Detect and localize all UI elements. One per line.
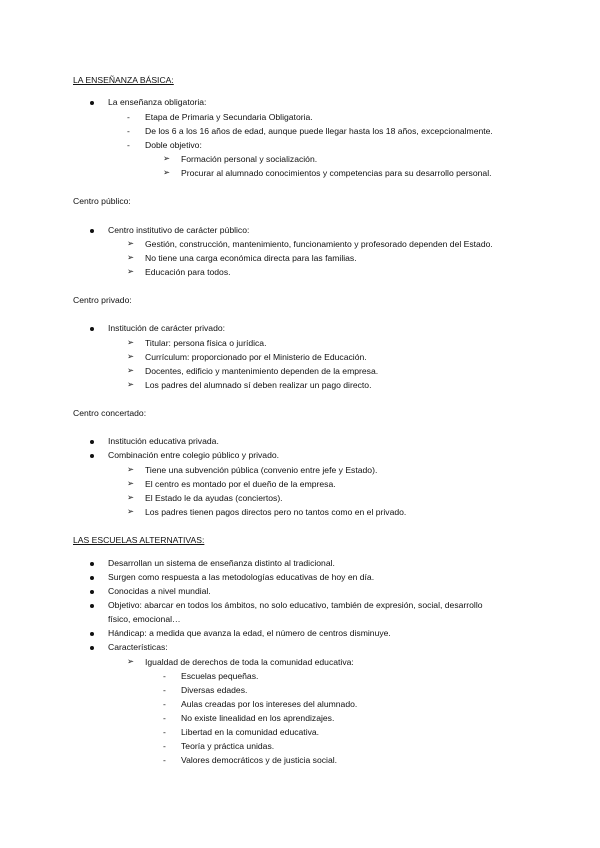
- arrow-bullet-icon: [127, 493, 134, 502]
- dash-icon: [127, 127, 130, 136]
- arrow-bullet-icon: [127, 338, 134, 347]
- centro-publico-intro: Centro institutivo de carácter público:: [108, 225, 250, 235]
- escuelas-bullet: Conocidas a nivel mundial.: [108, 586, 211, 596]
- dash-icon: [163, 756, 166, 765]
- dash-icon: [163, 672, 166, 681]
- arrow-bullet-icon: [127, 239, 134, 248]
- arrow-bullet-icon: [127, 465, 134, 474]
- heading-centro-concertado: Centro concertado:: [73, 408, 147, 418]
- ensenanza-item: Etapa de Primaria y Secundaria Obligatoria.: [145, 112, 313, 122]
- centro-concertado-bullet: Institución educativa privada.: [108, 436, 219, 446]
- centro-concertado-item: El Estado le da ayudas (conciertos).: [145, 493, 283, 503]
- ensenanza-intro: La enseñanza obligatoria:: [108, 97, 207, 107]
- arrow-bullet-icon: [127, 366, 134, 375]
- arrow-bullet-icon: [127, 253, 134, 262]
- dash-icon: [163, 742, 166, 751]
- centro-concertado-bullet: Combinación entre colegio público y privado.: [108, 450, 280, 460]
- caracteristica-item: Escuelas pequeñas.: [181, 671, 259, 681]
- arrow-bullet-icon: [163, 168, 170, 177]
- dash-icon: [163, 714, 166, 723]
- bullet-dot-icon: [90, 576, 94, 580]
- bullet-dot-icon: [90, 229, 94, 233]
- bullet-dot-icon: [90, 646, 94, 650]
- bullet-dot-icon: [90, 327, 94, 331]
- bullet-dot-icon: [90, 562, 94, 566]
- heading-escuelas-alternativas: LAS ESCUELAS ALTERNATIVAS:: [73, 535, 205, 545]
- arrow-bullet-icon: [127, 507, 134, 516]
- heading-centro-publico: Centro público:: [73, 196, 131, 206]
- heading-centro-privado: Centro privado:: [73, 295, 132, 305]
- bullet-dot-icon: [90, 590, 94, 594]
- escuelas-bullet: Hándicap: a medida que avanza la edad, el número de centros disminuye.: [108, 628, 391, 638]
- caracteristica-item: Diversas edades.: [181, 685, 248, 695]
- heading-ensenanza-basica: LA ENSEÑANZA BÁSICA:: [73, 75, 174, 85]
- centro-privado-item: Los padres del alumnado sí deben realizar un pago directo.: [145, 380, 372, 390]
- escuelas-bullet: Objetivo: abarcar en todos los ámbitos, no solo educativo, también de expresión, social, desarrollo: [108, 600, 483, 610]
- centro-privado-intro: Institución de carácter privado:: [108, 323, 226, 333]
- caracteristica-item: Libertad en la comunidad educativa.: [181, 727, 320, 737]
- dash-icon: [127, 113, 130, 122]
- ensenanza-item: Doble objetivo:: [145, 140, 202, 150]
- bullet-dot-icon: [90, 101, 94, 105]
- arrow-bullet-icon: [127, 352, 134, 361]
- centro-privado-item: Docentes, edificio y mantenimiento dependen de la empresa.: [145, 366, 379, 376]
- caracteristica-item: Teoría y práctica unidas.: [181, 741, 275, 751]
- bullet-dot-icon: [90, 632, 94, 636]
- dash-icon: [163, 728, 166, 737]
- caracteristica-item: Valores democráticos y de justicia social.: [181, 755, 338, 765]
- centro-publico-item: Educación para todos.: [145, 267, 231, 277]
- caracteristica-item: Aulas creadas por los intereses del alumnado.: [181, 699, 358, 709]
- centro-concertado-item: Tiene una subvención pública (convenio entre jefe y Estado).: [145, 465, 378, 475]
- arrow-bullet-icon: [127, 380, 134, 389]
- arrow-bullet-icon: [127, 657, 134, 666]
- dash-icon: [163, 700, 166, 709]
- arrow-bullet-icon: [163, 154, 170, 163]
- bullet-dot-icon: [90, 604, 94, 608]
- ensenanza-item: De los 6 a los 16 años de edad, aunque puede llegar hasta los 18 años, excepcionalmente.: [145, 126, 493, 136]
- centro-privado-item: Currículum: proporcionado por el Ministerio de Educación.: [145, 352, 367, 362]
- arrow-bullet-icon: [127, 267, 134, 276]
- objetivo-item: Procurar al alumnado conocimientos y competencias para su desarrollo personal.: [181, 168, 492, 178]
- caracteristica-item: No existe linealidad en los aprendizajes.: [181, 713, 335, 723]
- escuelas-bullet: Surgen como respuesta a las metodologías educativas de hoy en día.: [108, 572, 375, 582]
- arrow-bullet-icon: [127, 479, 134, 488]
- centro-privado-item: Titular: persona física o jurídica.: [145, 338, 267, 348]
- dash-icon: [163, 686, 166, 695]
- escuelas-bullet: Características:: [108, 642, 168, 652]
- centro-concertado-item: El centro es montado por el dueño de la empresa.: [145, 479, 336, 489]
- igualdad-item: Igualdad de derechos de toda la comunidad educativa:: [145, 657, 354, 667]
- bullet-dot-icon: [90, 440, 94, 444]
- objetivo-item: Formación personal y socialización.: [181, 154, 318, 164]
- centro-publico-item: No tiene una carga económica directa para las familias.: [145, 253, 357, 263]
- escuelas-bullet-continuation: físico, emocional…: [108, 614, 181, 624]
- bullet-dot-icon: [90, 454, 94, 458]
- centro-concertado-item: Los padres tienen pagos directos pero no tantos como en el privado.: [145, 507, 407, 517]
- centro-publico-item: Gestión, construcción, mantenimiento, funcionamiento y profesorado dependen del Estado.: [145, 239, 493, 249]
- escuelas-bullet: Desarrollan un sistema de enseñanza distinto al tradicional.: [108, 558, 335, 568]
- dash-icon: [127, 141, 130, 150]
